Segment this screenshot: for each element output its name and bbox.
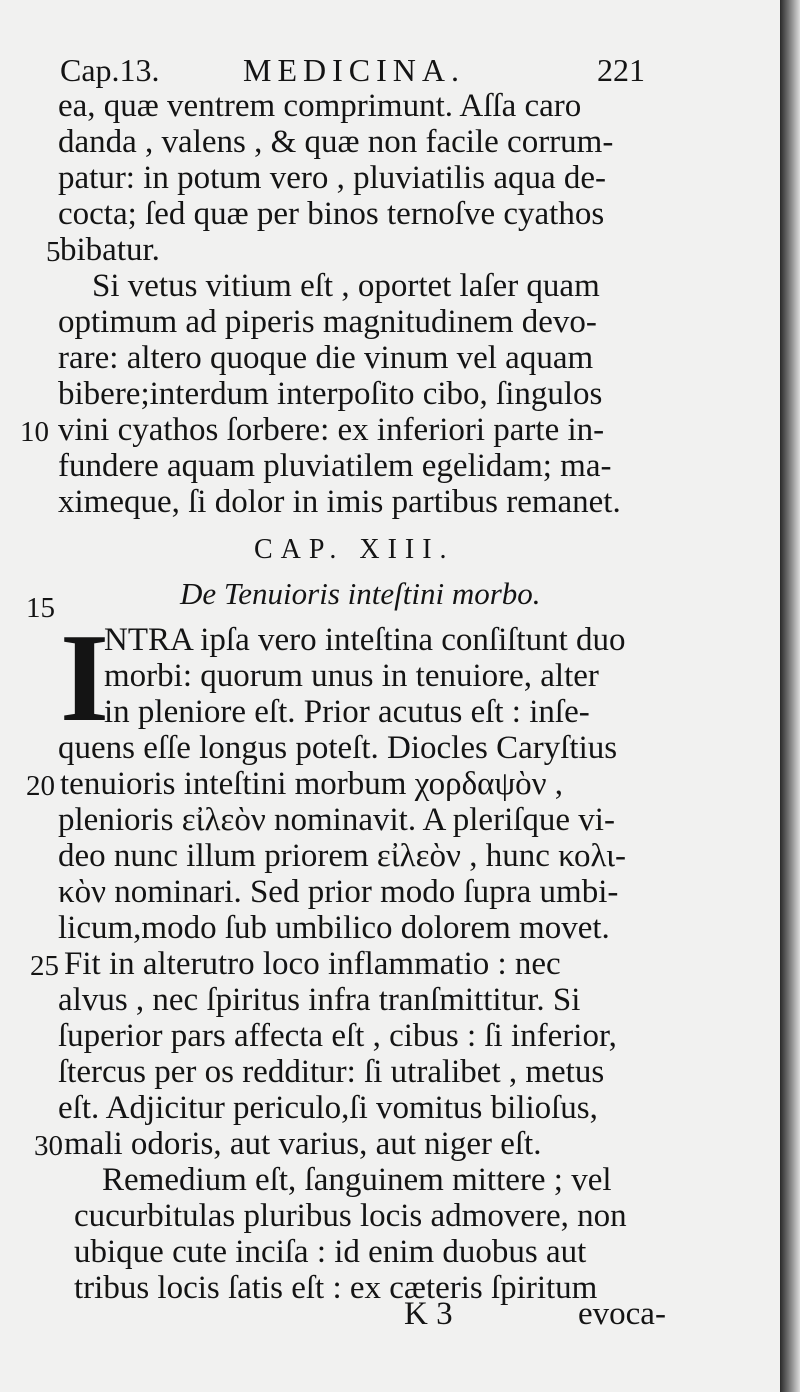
- text-line: ea, quæ ventrem comprimunt. Aſſa caro: [58, 88, 582, 124]
- chapter-title: CAP. XIII.: [254, 534, 455, 565]
- line-number: 15: [26, 592, 55, 624]
- text-line: cocta; ſed quæ per binos ternoſve cyathos: [58, 196, 605, 232]
- text-line: Fit in alterutro loco inflammatio : nec: [64, 946, 561, 982]
- text-line: plenioris εἰλεὸν nominavit. A pleriſque vi-: [58, 802, 615, 838]
- text-line: bibatur.: [60, 232, 160, 268]
- text-line: κὸν nominari. Sed prior modo ſupra umbi-: [58, 874, 619, 910]
- text-line: vini cyathos ſorbere: ex inferiori parte in-: [58, 412, 605, 448]
- line-number: 25: [30, 950, 59, 982]
- catchword: evoca-: [578, 1296, 666, 1332]
- text-line: optimum ad piperis magnitudinem devo-: [58, 304, 597, 340]
- text-line: fundere aquam pluviatilem egelidam; ma-: [58, 448, 612, 484]
- drop-cap-initial: I: [60, 609, 110, 748]
- text-line: morbi: quorum unus in tenuiore, alter: [104, 658, 599, 694]
- text-line: ſuperior pars affecta eſt , cibus : ſi inferior,: [58, 1018, 617, 1054]
- text-line: Si vetus vitium eſt , oportet laſer quam: [92, 268, 600, 304]
- page-edge-shadow: [780, 0, 800, 1392]
- running-header-left: Cap.13.: [60, 52, 160, 88]
- text-line: bibere;interdum interpoſito cibo, ſingulos: [58, 376, 603, 412]
- line-number: 20: [26, 770, 55, 802]
- text-line: ſtercus per os redditur: ſi utralibet , metus: [58, 1054, 605, 1090]
- text-line: eſt. Adjicitur periculo,ſi vomitus bilioſus,: [58, 1090, 598, 1126]
- text-line: NTRA ipſa vero inteſtina conſiſtunt duo: [104, 622, 626, 658]
- text-line: ximeque, ſi dolor in imis partibus remanet.: [58, 484, 621, 520]
- text-line: danda , valens , & quæ non facile corrum-: [58, 124, 614, 160]
- text-line: patur: in potum vero , pluviatilis aqua de-: [58, 160, 607, 196]
- text-line: mali odoris, aut varius, aut niger eſt.: [64, 1126, 542, 1162]
- text-line: tenuioris inteſtini morbum χορδαψὸν ,: [60, 766, 564, 802]
- text-line: rare: altero quoque die vinum vel aquam: [58, 340, 594, 376]
- text-line: ubique cute inciſa : id enim duobus aut: [74, 1234, 587, 1270]
- text-line: tribus locis ſatis eſt : ex cæteris ſpiritum: [74, 1270, 598, 1306]
- running-header-title: MEDICINA.: [243, 52, 465, 88]
- text-line: deo nunc illum priorem εἰλεὸν , hunc κολι-: [58, 838, 626, 874]
- line-number: 10: [20, 416, 49, 448]
- text-line: licum,modo ſub umbilico dolorem movet.: [58, 910, 610, 946]
- text-line: cucurbitulas pluribus locis admovere, non: [74, 1198, 627, 1234]
- page-number: 221: [597, 52, 645, 88]
- line-number: 5: [46, 236, 61, 268]
- chapter-subtitle: De Tenuioris inteſtini morbo.: [180, 576, 541, 611]
- text-line: quens eſſe longus poteſt. Diocles Caryſtius: [58, 730, 618, 766]
- signature-mark: K 3: [404, 1296, 453, 1332]
- text-line: Remedium eſt, ſanguinem mittere ; vel: [102, 1162, 612, 1198]
- text-line: in pleniore eſt. Prior acutus eſt : inſe-: [104, 694, 590, 730]
- line-number: 30: [34, 1130, 63, 1162]
- text-line: alvus , nec ſpiritus infra tranſmittitur. Si: [58, 982, 581, 1018]
